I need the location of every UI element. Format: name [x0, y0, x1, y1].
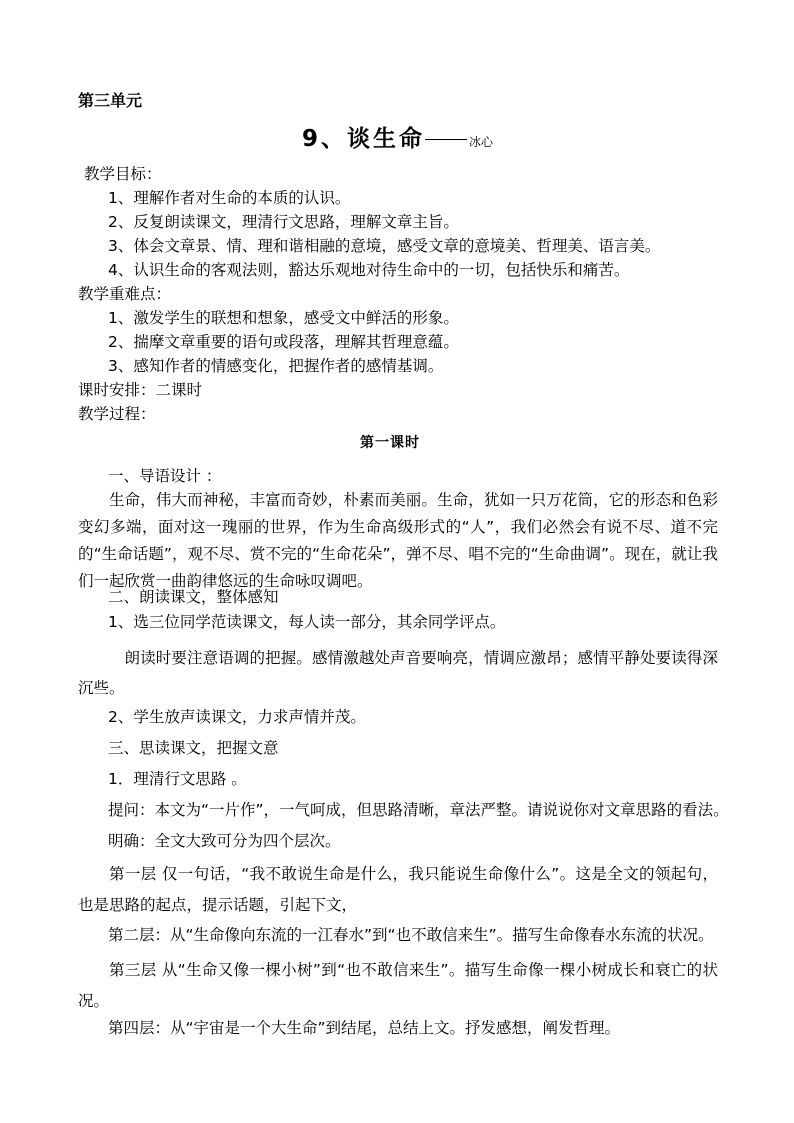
schedule-text: 课时安排：二课时: [78, 381, 203, 399]
section1-paragraph: 生命，伟大而神秘，丰富而奇妙，朴素而美丽。生命，犹如一只万花筒，它的形态和色彩变幻多端，面对这一瑰丽的世界，作为生命高级形式的“人”，我们必然会有说不尽、道不完的“生命话题”，观不尽、赏不完的“生命花朵”，弹不尽、唱不完的“生命曲调”。现在，就让我们一起欣赏一曲韵律悠远的生命咏叹调吧。: [78, 491, 718, 590]
lesson-author: 冰心: [469, 135, 494, 149]
section3-item-1: 1．理清行文思路 。: [108, 770, 247, 788]
key-point-item-1: 1、激发学生的联想和想象，感受文中鲜活的形象。: [108, 309, 459, 327]
key-point-item-3: 3、感知作者的情感变化，把握作者的感情基调。: [108, 357, 444, 375]
goals-heading: 教学目标：: [84, 165, 162, 183]
goal-item-3: 3、体会文章景、情、理和谐相融的意境，感受文章的意境美、哲理美、语言美。: [108, 237, 661, 255]
layer-3: 第三层 从“生命又像一棵小树”到“也不敢信来生”。描写生命像一棵小树成长和衰亡的状况。: [78, 961, 718, 1010]
section2-item-2: 2、学生放声读课文，力求声情并茂。: [108, 708, 366, 726]
layer-2: 第二层：从“生命像向东流的一江春水”到“也不敢信来生”。描写生命像春水东流的状况。: [108, 926, 714, 944]
layer-4: 第四层：从“宇宙是一个大生命”到结尾，总结上文。抒发感想，阐发哲理。: [108, 1019, 621, 1037]
answer-text: 明确：全文大致可分为四个层次。: [108, 832, 341, 850]
goal-item-4: 4、认识生命的客观法则，豁达乐观地对待生命中的一切，包括快乐和痛苦。: [108, 261, 630, 279]
goal-item-1: 1、理解作者对生命的本质的认识。: [108, 189, 351, 207]
section2-item-1: 1、选三位同学范读课文，每人读一部分，其余同学评点。: [108, 613, 506, 631]
goal-item-2: 2、反复朗读课文，理清行文思路，理解文章主旨。: [108, 213, 459, 231]
key-points-heading: 教学重难点：: [78, 285, 172, 303]
section3-heading: 三、思读课文，把握文意: [108, 739, 279, 757]
key-point-item-2: 2、揣摩文章重要的语句或段落，理解其哲理意蕴。: [108, 333, 459, 351]
lesson-title-text: 9、谈生命: [302, 126, 426, 152]
session-title: 第一课时: [360, 435, 420, 451]
title-dash: [425, 139, 467, 140]
reading-note: 朗读时要注意语调的把握。感情激越处声音要响亮，情调应激昂；感情平静处要读得深沉些。: [78, 649, 718, 697]
unit-title: 第三单元: [78, 91, 143, 110]
section2-heading: 二、朗读课文，整体感知: [108, 588, 279, 606]
lesson-title: [302, 120, 493, 153]
process-heading: 教学过程：: [78, 405, 156, 423]
section1-heading: 一、导语设计 ：: [108, 467, 222, 485]
layer-1: 第一层 仅一句话，“我不敢说生命是什么，我只能说生命像什么”。这是全文的领起句，也是思路的起点，提示话题，引起下文，: [78, 865, 718, 914]
question-text: 提问：本文为“一片作”，一气呵成，但思路清晰，章法严整。请说说你对文章思路的看法。: [108, 801, 729, 819]
